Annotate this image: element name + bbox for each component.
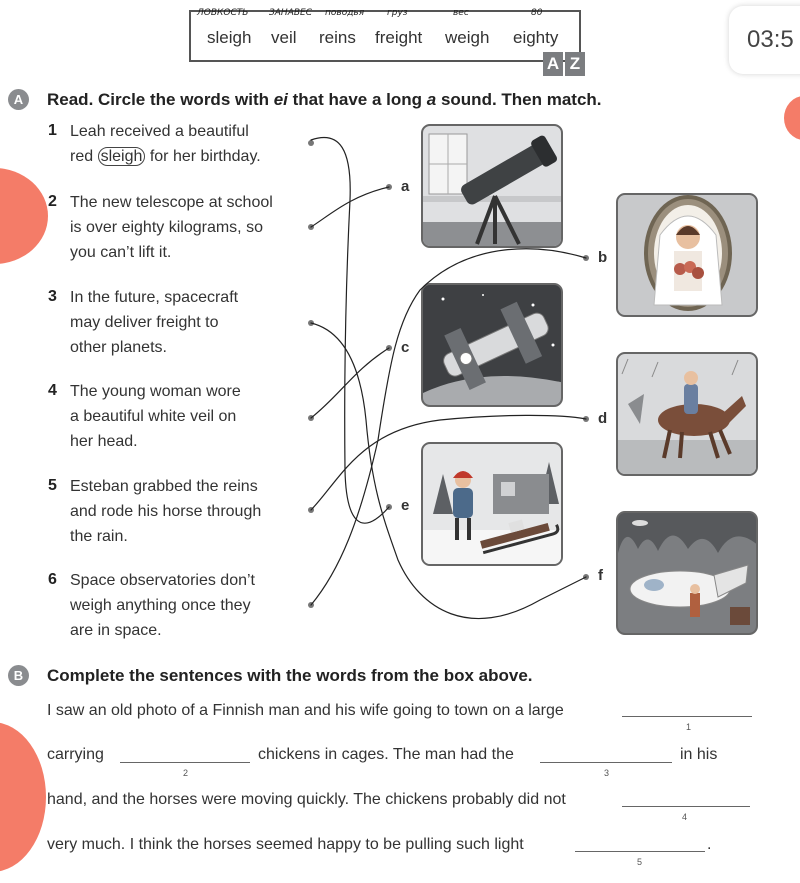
item-6-line-3: are in space. <box>70 622 162 639</box>
item-1-line-1: Leah received a beautiful <box>70 123 249 140</box>
item-2-line-3: you can’t lift it. <box>70 244 172 261</box>
instruction-part2: that have a long <box>287 90 427 109</box>
sentence-line-4: very much. I think the horses seemed happy to be pulling such light <box>47 836 524 853</box>
picture-d-letter: d <box>598 410 608 427</box>
item-3-number: 3 <box>48 288 57 305</box>
section-a-badge: A <box>8 89 29 110</box>
az-a: A <box>543 52 563 76</box>
instruction-a: a <box>426 90 437 109</box>
blank-5-number: 5 <box>637 857 643 867</box>
word-eighty: eighty <box>513 28 559 47</box>
match-line-4-c <box>311 348 389 418</box>
item-6-line-1: Space observatories don’t <box>70 572 255 589</box>
circled-word-sleigh: sleigh <box>98 147 146 166</box>
picture-a-letter: a <box>401 178 410 195</box>
item-5-number: 5 <box>48 477 57 494</box>
sentence-line-2-start: carrying <box>47 746 104 763</box>
blank-4-number: 4 <box>682 812 688 822</box>
blank-3-number: 3 <box>604 768 610 778</box>
handwritten-note-eighty: 80 <box>531 8 543 18</box>
item-4-line-1: The young woman wore <box>70 383 241 400</box>
blank-1-number: 1 <box>686 722 692 732</box>
item-5-line-3: the rain. <box>70 528 128 545</box>
item-3-line-3: other planets. <box>70 339 167 356</box>
match-line-5-d <box>311 415 586 510</box>
word-reins: reins <box>319 28 356 47</box>
match-line-6-b <box>311 249 586 605</box>
blank-2-number: 2 <box>183 768 189 778</box>
word-veil: veil <box>271 28 297 47</box>
instruction-part1: Read. Circle the words with <box>47 90 274 109</box>
item-3-line-2: may deliver freight to <box>70 314 219 331</box>
picture-c-letter: c <box>401 339 410 356</box>
item-4-number: 4 <box>48 382 57 399</box>
blank-1[interactable] <box>622 716 752 717</box>
handwritten-note-reins: поводья <box>325 8 365 18</box>
handwritten-note-veil: ЗАНАВЕС <box>269 8 312 18</box>
instruction-part3: sound. Then match. <box>436 90 602 109</box>
word-sleigh: sleigh <box>207 28 252 47</box>
blank-2[interactable] <box>120 762 250 763</box>
sentence-line-3: hand, and the horses were moving quickly. The chickens probably did not <box>47 791 566 808</box>
picture-f-letter: f <box>598 567 603 584</box>
item-3-line-1: In the future, spacecraft <box>70 289 239 306</box>
blank-4[interactable] <box>622 806 750 807</box>
item-1-number: 1 <box>48 122 57 139</box>
blank-5[interactable] <box>575 851 705 852</box>
handwritten-note-sleigh: ЛОВКОСТЬ <box>197 8 249 18</box>
item-1-pre: red <box>70 148 98 165</box>
item-2-line-1: The new telescope at school <box>70 194 273 211</box>
item-6-number: 6 <box>48 571 57 588</box>
item-4-line-2: a beautiful white veil on <box>70 408 237 425</box>
section-b-badge: B <box>8 665 29 686</box>
picture-b-letter: b <box>598 249 608 266</box>
az-z: Z <box>565 52 585 76</box>
timer-text: 03:5 <box>747 26 794 53</box>
sentence-line-2-end: in his <box>680 746 718 763</box>
item-5-line-2: and rode his horse through <box>70 503 262 520</box>
sentence-line-1: I saw an old photo of a Finnish man and his wife going to town on a large <box>47 702 564 719</box>
item-5-line-1: Esteban grabbed the reins <box>70 478 258 495</box>
match-line-3-f <box>311 323 586 619</box>
section-b-instruction: Complete the sentences with the words from the box above. <box>47 666 533 685</box>
item-2-line-2: is over eighty kilograms, so <box>70 219 263 236</box>
item-2-number: 2 <box>48 193 57 210</box>
item-4-line-3: her head. <box>70 433 138 450</box>
blank-3[interactable] <box>540 762 672 763</box>
item-6-line-2: weigh anything once they <box>70 597 251 614</box>
word-weigh: weigh <box>445 28 490 47</box>
handwritten-note-weigh: вес <box>453 8 469 18</box>
word-freight: freight <box>375 28 423 47</box>
match-line-1-e <box>311 138 389 524</box>
sentence-line-2-middle: chickens in cages. The man had the <box>258 746 514 763</box>
picture-e-letter: e <box>401 497 410 514</box>
item-1-post: for her birthday. <box>145 148 261 165</box>
sentence-line-4-end: . <box>707 836 712 853</box>
handwritten-note-freight: груз <box>387 8 408 18</box>
instruction-ei: ei <box>273 90 288 109</box>
